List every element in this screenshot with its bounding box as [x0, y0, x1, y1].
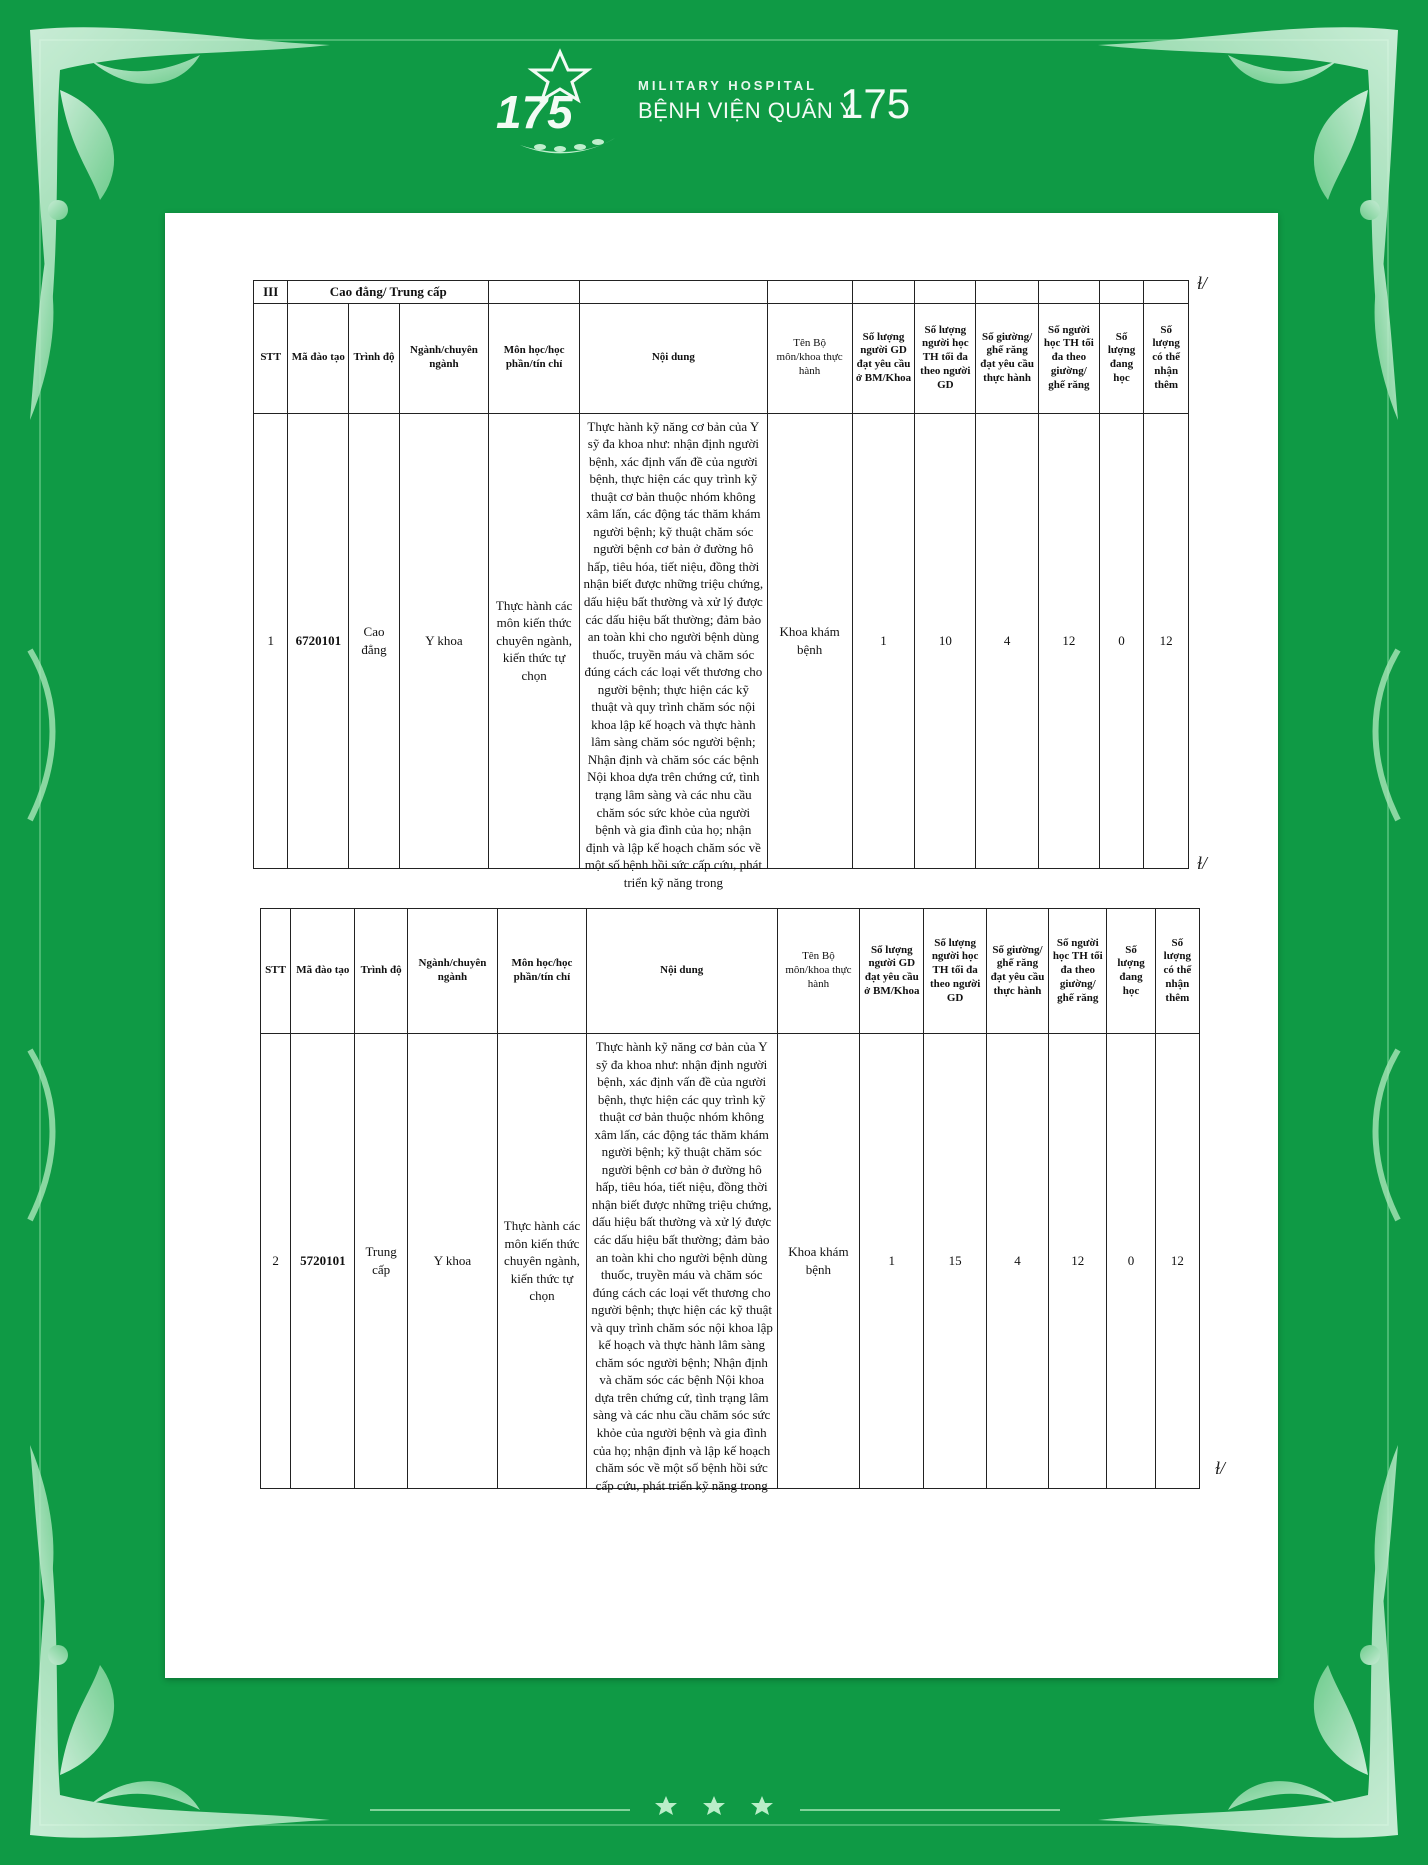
cell-sl-th-toi-da: 10 — [915, 413, 976, 868]
cell-nganh: Y khoa — [399, 413, 488, 868]
cell-so-giuong: 4 — [986, 1034, 1048, 1489]
table-header-row — [261, 909, 1200, 1034]
header-sl-gd: Số lượng người GD đạt yêu cầu ở BM/Khoa — [852, 303, 915, 413]
noi-dung-text: Thực hành kỹ năng cơ bản của Y sỹ đa khoa như: nhận định người bệnh, xác định vấn đề của người bệnh, thực hiện các quy trình kỹ thuật cơ bản thuộc nhóm không xâm lấn, các động tác thăm khám người bệnh; kỹ thuật chăm sóc người bệnh cơ bản ở đường hô hấp, tiêu hóa, tiết niệu, đồng thời nhận biết được những triệu chứng, dấu hiệu bất thường và xử lý được các dấu hiệu bất thường; đảm bảo an toàn khi cho người bệnh dùng thuốc, truyền máu và chăm sóc đúng cách các loại vết thương cho người bệnh; thực hiện các kỹ thuật và quy trình chăm sóc nội khoa lập kế hoạch và thực hành lâm sàng chăm sóc người bệnh; Nhận định và chăm sóc các bệnh Nội khoa dựa trên chứng cứ, tình trạng lâm sàng và các nhu cầu chăm sóc sức khỏe của người bệnh và gia đình của họ; nhận định và lập kế hoạch chăm sóc về một số bệnh hồi sức cấp cứu, phát triển kỹ năng trong — [590, 1039, 773, 1493]
brand-header — [490, 50, 930, 160]
cell-ten-bo-mon: Khoa khám bệnh — [767, 413, 852, 868]
cell-dang-hoc: 0 — [1099, 413, 1144, 868]
cell-ma: 5720101 — [291, 1034, 355, 1489]
cell-ma: 6720101 — [288, 413, 349, 868]
cell-mon-hoc: Thực hành các môn kiến thức chuyên ngành, kiến thức tự chọn — [489, 413, 580, 868]
header-trinh-do: Trình độ — [349, 303, 400, 413]
cell-noi-dung — [586, 1034, 777, 1493]
table-row — [261, 1034, 1200, 1489]
header-mon-hoc: Môn học/học phần/tín chỉ — [498, 909, 586, 1034]
cell-nhan-them: 12 — [1144, 413, 1189, 868]
header-so-giuong: Số giường/ ghế răng đạt yêu cầu thực hành — [986, 909, 1048, 1034]
header-dang-hoc: Số lượng đang học — [1099, 303, 1144, 413]
document-page — [165, 213, 1278, 1678]
section-row — [254, 281, 1189, 304]
cell-stt: 2 — [261, 1034, 291, 1489]
cell-mon-hoc: Thực hành các môn kiến thức chuyên ngành, kiến thức tự chọn — [498, 1034, 586, 1489]
table-row — [254, 413, 1189, 868]
cell-sl-gd: 1 — [852, 413, 915, 868]
section-roman: III — [254, 281, 288, 304]
brand-name-en: MILITARY HOSPITAL — [638, 78, 818, 93]
header-so-nguoi-giuong: Số người học TH tối đa theo giường/ ghế răng — [1039, 303, 1100, 413]
cell-nhan-them: 12 — [1155, 1034, 1199, 1489]
svg-text:175: 175 — [496, 86, 573, 138]
header-nhan-them: Số lượng có thể nhận thêm — [1155, 909, 1199, 1034]
table-header-row — [254, 303, 1189, 413]
cell-so-giuong: 4 — [976, 413, 1039, 868]
header-ma-dao-tao: Mã đào tạo — [288, 303, 349, 413]
header-ten-bo-mon: Tên Bộ môn/khoa thực hành — [767, 303, 852, 413]
header-nganh: Ngành/chuyên ngành — [399, 303, 488, 413]
header-sl-gd: Số lượng người GD đạt yêu cầu ở BM/Khoa — [860, 909, 924, 1034]
signature-mark-icon: ɫ/ — [1215, 1458, 1226, 1478]
header-sl-th-toi-da: Số lượng người học TH tối đa theo người GD — [915, 303, 976, 413]
signature-mark-icon: ɫ/ — [1197, 273, 1208, 293]
brand-name-vn: BỆNH VIỆN QUÂN Y — [638, 98, 855, 123]
training-table-1 — [253, 280, 1189, 890]
cell-so-nguoi-giuong: 12 — [1049, 1034, 1107, 1489]
cell-ten-bo-mon: Khoa khám bệnh — [777, 1034, 859, 1489]
header-dang-hoc: Số lượng đang học — [1107, 909, 1155, 1034]
header-nhan-them: Số lượng có thể nhận thêm — [1144, 303, 1189, 413]
cell-sl-th-toi-da: 15 — [924, 1034, 986, 1489]
header-so-nguoi-giuong: Số người học TH tối đa theo giường/ ghế răng — [1049, 909, 1107, 1034]
cell-so-nguoi-giuong: 12 — [1039, 413, 1100, 868]
header-noi-dung: Nội dung — [580, 303, 767, 413]
cell-nganh: Y khoa — [407, 1034, 497, 1489]
cell-stt: 1 — [254, 413, 288, 868]
signature-mark-icon: ɫ/ — [1197, 853, 1208, 873]
header-so-giuong: Số giường/ ghế răng đạt yêu cầu thực hành — [976, 303, 1039, 413]
training-table-2 — [260, 908, 1200, 1493]
header-stt: STT — [254, 303, 288, 413]
header-sl-th-toi-da: Số lượng người học TH tối đa theo người GD — [924, 909, 986, 1034]
brand-number: 175 — [840, 80, 911, 127]
hospital-logo-icon — [490, 50, 630, 160]
noi-dung-text: Thực hành kỹ năng cơ bản của Y sỹ đa khoa như: nhận định người bệnh, xác định vấn đề của người bệnh, thực hiện các quy trình kỹ thuật cơ bản thuộc nhóm không xâm lấn, các động tác thăm khám người bệnh; kỹ thuật chăm sóc người bệnh cơ bản ở đường hô hấp, tiêu hóa, tiết niệu, đồng thời nhận biết được những triệu chứng, dấu hiệu bất thường và xử lý được các dấu hiệu bất thường; đảm bảo an toàn khi cho người bệnh dùng thuốc, truyền máu và chăm sóc đúng cách các loại vết thương cho người bệnh; thực hiện các kỹ thuật và quy trình chăm sóc nội khoa lập kế hoạch và thực hành lâm sàng chăm sóc người bệnh; Nhận định và chăm sóc các bệnh Nội khoa dựa trên chứng cứ, tình trạng lâm sàng và các nhu cầu chăm sóc sức khỏe của người bệnh và gia đình của họ; nhận định và lập kế hoạch chăm sóc về một số bệnh hồi sức cấp cứu, phát triển kỹ năng trong — [583, 418, 764, 890]
cell-trinh-do: Cao đẳng — [349, 413, 400, 868]
cell-noi-dung — [580, 413, 767, 890]
cell-dang-hoc: 0 — [1107, 1034, 1155, 1489]
header-mon-hoc: Môn học/học phần/tín chỉ — [489, 303, 580, 413]
header-ma-dao-tao: Mã đào tạo — [291, 909, 355, 1034]
header-ten-bo-mon: Tên Bộ môn/khoa thực hành — [777, 909, 859, 1034]
cell-sl-gd: 1 — [860, 1034, 924, 1489]
header-trinh-do: Trình độ — [355, 909, 407, 1034]
laurel-icon — [520, 138, 615, 153]
header-noi-dung: Nội dung — [586, 909, 777, 1034]
header-nganh: Ngành/chuyên ngành — [407, 909, 497, 1034]
section-title: Cao đẳng/ Trung cấp — [288, 281, 489, 304]
cell-trinh-do: Trung cấp — [355, 1034, 407, 1489]
header-stt: STT — [261, 909, 291, 1034]
star-icon — [650, 1790, 778, 1820]
